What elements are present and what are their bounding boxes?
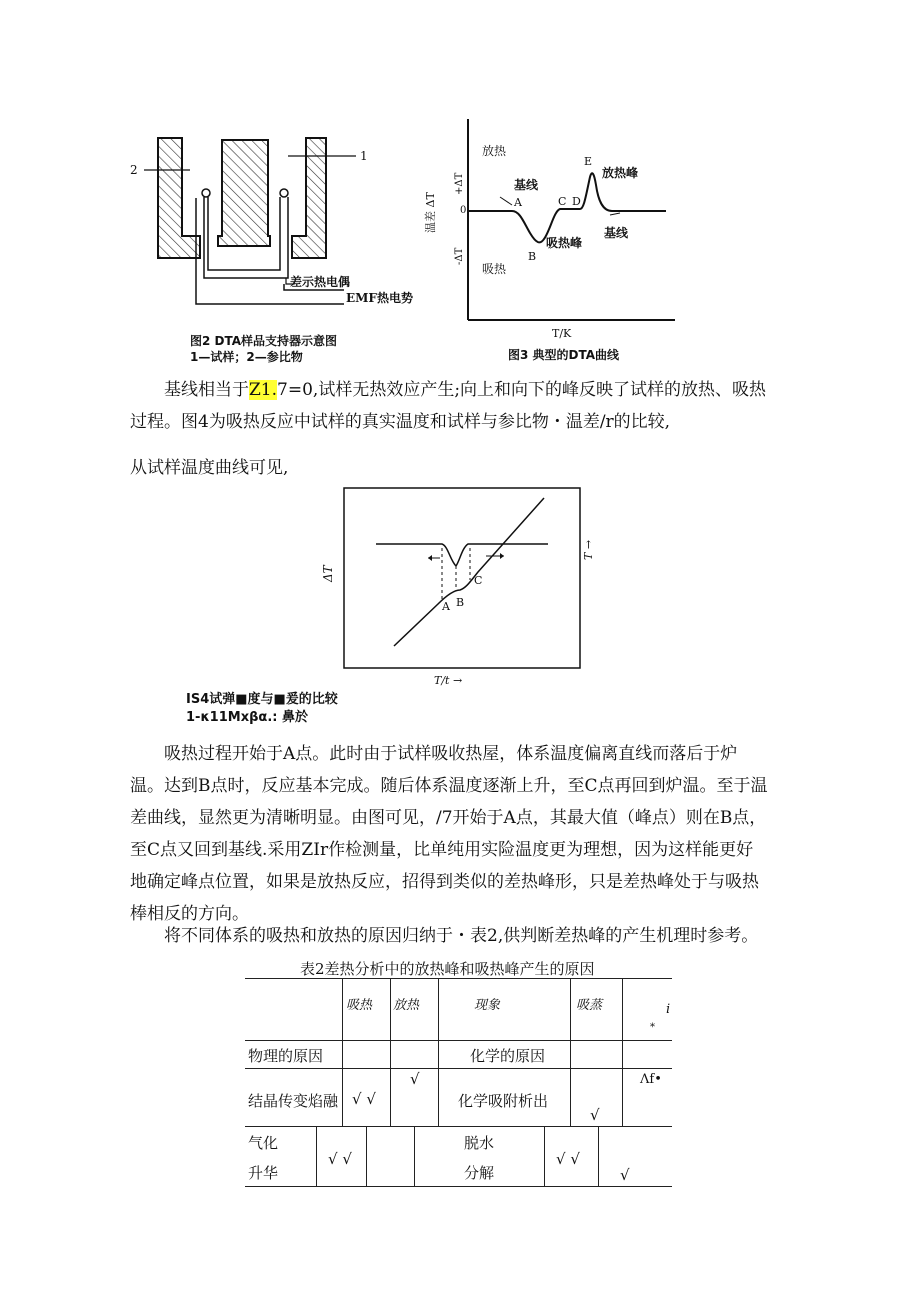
fig3-zero-label: 0 [460, 205, 467, 216]
fig3-exo-label: 放热 [482, 144, 507, 158]
th-last-mark: * [650, 1022, 655, 1033]
fig4-xlabel: T/t → [434, 674, 463, 686]
cell-vaporization: 气化 [248, 1134, 279, 1152]
table-title: 表2差热分析中的放热峰和吸热峰产生的原因 [300, 960, 595, 978]
cell-r2-last: Λf• [640, 1072, 662, 1087]
fig3-baseline-right: 基线 [604, 226, 629, 240]
paragraph-3: 将不同体系的吸热和放热的原因归纳于・表2,供判断差热峰的产生机理时参考。 [164, 926, 759, 946]
th-endo-1: 吸热 [346, 998, 373, 1013]
fig4-delta-t-curve [376, 544, 548, 566]
cell-chemical-cause: 化学的原因 [470, 1047, 546, 1065]
cell-crystal-transition: 结晶传变焰融 [248, 1092, 339, 1110]
paragraph-1: 基线相当于Z1.7=0,试样无热效应产生;向上和向下的峰反映了试样的放热、吸热过程。图4为吸热反应中试样的真实温度和试样与参比物・温差/r的比较, [130, 380, 767, 432]
fig3-point-e: E [584, 155, 593, 168]
fig3-x-axis-label: T/K [552, 327, 572, 340]
paragraph-1-line3: 从试样温度曲线可见, [130, 458, 289, 478]
fig2-label-1: 1 [360, 149, 368, 163]
fig3-endo-peak: 吸热峰 [546, 236, 583, 250]
fig3-point-d: D [572, 195, 581, 208]
fig3-endo-label: 吸热 [482, 262, 507, 276]
fig3-exo-peak: 放热峰 [602, 166, 639, 180]
cell-decomposition: 分解 [464, 1164, 495, 1182]
paragraph-2: 吸热过程开始于A点。此时由于试样吸收热屋，体系温度偏离直线而落后于炉温。达到B点时，反应基本完成。随后体系温度逐渐上升，至C点再回到炉温。至于温差曲线，显然更为清晰明显。由图可见，/7开始于A点，其最大值（峰点）则在B点，至C点又回到基线.采用ZIr作检测量，比单纯用实险温度更为理想，因为这样能更好地确定峰点位置，如果是放热反应，招得到类似的差热峰形，只是差热峰处于与吸热棒相反的方向。 [130, 744, 768, 924]
cell-r3-endo: √ √ [328, 1150, 352, 1168]
th-phenomenon: 现象 [474, 998, 501, 1013]
reference-holder [158, 138, 200, 258]
fig4-point-b: B [456, 596, 465, 609]
fig2-caption-2: 1—试样；2—参比物 [190, 350, 303, 364]
center-block [218, 140, 270, 246]
fig4-comparison-chart [310, 486, 600, 686]
fig4-ylabel-right: T → [582, 539, 595, 560]
cell-r2-check: √ [590, 1106, 600, 1124]
fig4-caption-2: 1-κ11Mxβα.: 鼻於 [186, 710, 308, 725]
cell-dehydration: 脱水 [464, 1134, 495, 1152]
fig3-minus-label: -ΔT [454, 247, 465, 265]
th-last: i [666, 1002, 671, 1017]
fig2-label-2: 2 [130, 163, 138, 177]
fig2-emf-label: EMF热电势 [346, 291, 413, 305]
fig4-caption-1: IS4试弹■度与■爰的比较 [186, 692, 338, 707]
cell-r2-exo: √ [410, 1070, 420, 1088]
cell-chem-adsorption: 化学吸附析出 [458, 1092, 549, 1110]
th-exo-1: 放热 [393, 998, 420, 1013]
fig3-y-axis-label: 温差 ΔT [424, 192, 437, 233]
th-endo-2: 吸蒸 [576, 998, 603, 1013]
fig3-point-b: B [528, 250, 537, 263]
fig4-point-a: A [442, 600, 450, 613]
fig2-thermocouple-label: 差示热电偶 [290, 275, 351, 289]
fig4-temperature-curve [394, 498, 544, 646]
fig3-baseline-left: 基线 [514, 178, 539, 192]
fig3-dta-curve [420, 115, 680, 345]
fig2-diagram [120, 118, 460, 358]
fig2-caption-1: 图2 DTA样品支持器示意图 [190, 334, 338, 348]
highlight: Z1. [249, 380, 278, 400]
fig3-point-a: A [514, 196, 522, 209]
fig4-ylabel-left: ΔT [321, 565, 335, 582]
fig3-plus-label: +ΔT [454, 172, 465, 195]
fig3-caption: 图3 典型的DTA曲线 [508, 348, 620, 362]
cell-r3-endo-2: √ √ [556, 1150, 580, 1168]
fig4-point-c: C [474, 574, 483, 587]
cell-physical-cause: 物理的原因 [248, 1047, 324, 1065]
fig3-curve [468, 173, 666, 242]
cell-r2-endo: √ √ [352, 1090, 376, 1108]
cell-r3-last: √ [620, 1166, 630, 1184]
cell-sublimation: 升华 [248, 1164, 279, 1182]
fig3-point-c: C [558, 195, 567, 208]
